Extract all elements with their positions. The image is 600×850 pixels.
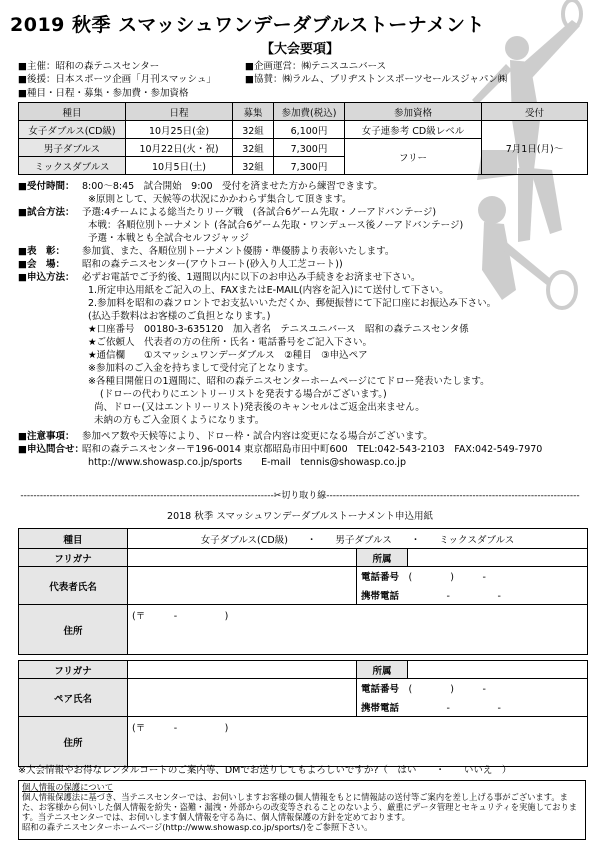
support-line: ■後援：日本スポーツ企画「月刊スマッシュ」 [18, 74, 216, 85]
rep-name-input[interactable] [128, 567, 357, 605]
format-3: 予選・本戦とも全試合セルフジャッジ [88, 233, 249, 244]
application-form [18, 528, 588, 767]
format-2: 本戦：各順位別トーナメント (各試合6ゲーム先取・ワンデュース後ノーアドバンテージ) [88, 220, 464, 231]
header-qualification: 参加資格 [345, 103, 482, 121]
row-date: 10月25日(金) [126, 121, 233, 139]
phone-format: ( ) - [408, 572, 486, 584]
row-slots: 32組 [233, 139, 274, 157]
row-fee: 6,100円 [274, 121, 345, 139]
form-row [19, 567, 588, 586]
furigana-label: フリガナ [19, 549, 128, 567]
form-event-label: 種目 [19, 529, 128, 549]
apply-10: 尚、ドロー(又はエントリーリスト)発表後のキャンセルはご返金出来ません。 [94, 402, 425, 413]
pair-address-label: 住所 [19, 717, 128, 767]
pair-affiliation-input[interactable] [408, 661, 588, 679]
venue-label: ■会 場： [18, 259, 65, 270]
apply-4: ★口座番号 00180-3-635120 加入者名 テニスユニバース 昭和の森テニスセンタ係 [88, 324, 469, 335]
organizer-line: ■企画運営：㈱テニスユニバース [245, 61, 387, 72]
form-event-options[interactable]: 女子ダブルス(CD級) ・ 男子ダブルス ・ ミックスダブルス [128, 529, 588, 549]
header-reception: 受付 [482, 103, 588, 121]
pair-phone-format: ( ) - [408, 684, 486, 696]
apply-2: 2.参加料を昭和の森フロントでお支払いいただくか、郵便振替にて下記口座にお振込み下さい。 [88, 298, 497, 309]
furigana-input[interactable] [128, 549, 357, 567]
address-label: 住所 [19, 605, 128, 655]
form-event-row [19, 529, 588, 549]
notice-label: ■注意事項： [18, 431, 75, 442]
cut-line: ------------------------------------------------------------------------------✂切り取り線------------------------------------------------------------------------------ [20, 491, 580, 501]
header-date: 日程 [126, 103, 233, 121]
host-line: ■主催：昭和の森テニスセンター [18, 61, 160, 72]
pair-mobile-field[interactable] [357, 698, 588, 717]
page-subtitle: 【大会要項】 [260, 42, 339, 57]
notice: 参加ペア数や天候等により、ドロー枠・試合内容は変更になる場合がございます。 [82, 431, 433, 442]
apply-6: ★通信欄 ①スマッシュワンデーダブルス ②種目 ③申込ペア [88, 350, 368, 361]
mobile-field[interactable] [357, 586, 588, 605]
form-row [19, 549, 588, 567]
header-event: 種目 [19, 103, 126, 121]
format-1: 予選:4チームによる総当たりリーグ戦 (各試合6ゲーム先取・ノーアドバンテージ) [82, 207, 437, 218]
dm-question[interactable]: ※大会情報やお得なレンタルコートのご案内等、DMでお送りしてもよろしいですか?（ はい ・ いいえ ） [18, 765, 512, 776]
contact-2: http://www.showasp.co.jp/sports E-mail tennis@showasp.co.jp [88, 457, 406, 468]
row-date: 10月5日(土) [126, 157, 233, 175]
affiliation-label: 所属 [357, 549, 408, 567]
row-event: 男子ダブルス [19, 139, 126, 157]
header-slots: 募集 [233, 103, 274, 121]
format-label: ■試合方法： [18, 207, 75, 218]
venue: 昭和の森テニスセンター(アウトコート(砂入り人工芝コート)) [82, 259, 343, 270]
cooperation-line: ■協賛：㈱ラルム、ブリヂストンスポーツセールスジャパン㈱ [245, 74, 508, 85]
qualification-free: フリー [345, 139, 482, 175]
privacy-notice [18, 780, 586, 840]
contact-1: 昭和の森テニスセンター〒196-0014 東京都昭島市田中町600 TEL:042-543-2103 FAX:042-549-7970 [82, 444, 543, 455]
privacy-body-1: 個人情報保護法に基づき、当テニスセンターでは、お伺いしますお客様の個人情報をもとに情報誌の送付等ご案内を差し上げる事がございます。また、お客様から伺いした個人情報を紛失・盗難・漏洩・外部からの改変等されることのないよう、厳重にデータ管理とセキュリティを実施しております。当テニスセンターでは、お伺いします個人情報を守る為に、個人情報保護の方針を定めております。 [22, 792, 578, 822]
qualification-women: 女子連参考 CD級レベル [345, 121, 482, 139]
schedule-table [18, 102, 588, 175]
form-row [19, 605, 588, 655]
row-date: 10月22日(火・祝) [126, 139, 233, 157]
pair-mobile-format: - - [446, 702, 501, 714]
form-row [19, 717, 588, 767]
header-fee: 参加費(税込) [274, 103, 345, 121]
affiliation-input[interactable] [408, 549, 588, 567]
apply-label: ■申込方法： [18, 272, 75, 283]
details-block [18, 180, 542, 469]
apply-1: 1.所定申込用紙をご記入の上、FAXまたはE-MAIL(内容を記入)にて送付して下さい。 [88, 285, 449, 296]
apply-11: 未納の方もご入金頂くようになります。 [94, 415, 265, 426]
reception-note: ※原則として、天候等の状況にかかわらず集合して頂きます。 [88, 194, 352, 205]
apply-7: ※参加料のご入金を持ちまして受付完了となります。 [88, 363, 314, 374]
pair-phone-field[interactable] [357, 679, 588, 698]
schedule-header-row [19, 103, 588, 121]
reception-time-label: ■受付時間： [18, 181, 75, 192]
section-heading: ■種目・日程・募集・参加費・参加資格 [18, 88, 189, 99]
form-row [19, 679, 588, 698]
form-title: 2018 秋季 スマッシュワンデーダブルストーナメント申込用紙 [167, 511, 433, 522]
zip-format: (〒 - ) [132, 611, 229, 622]
pair-name-input[interactable] [128, 679, 357, 717]
form-row [19, 661, 588, 679]
pair-furigana-input[interactable] [128, 661, 357, 679]
pair-name-label: ペア氏名 [19, 679, 128, 717]
pair-zip-format: (〒 - ) [132, 723, 229, 734]
phone-field[interactable] [357, 567, 588, 586]
address-input[interactable] [128, 605, 588, 655]
award: 参加賞、また、各順位別トーナメント優勝・準優勝より表彰いたします。 [82, 246, 395, 257]
reception-date: 7月1日(月)～ [482, 121, 588, 175]
apply-9: (ドローの代わりにエントリーリストを発表する場合がございます。) [100, 389, 387, 400]
reception-time: 8:00～8:45 試合開始 9:00 受付を済ませた方から練習できます。 [82, 181, 383, 192]
apply-3: (払込手数料はお客様のご負担となります。) [88, 311, 271, 322]
apply-5: ★ご依頼人 代表者の方の住所・氏名・電話番号をご記入下さい。 [88, 337, 373, 348]
phone-label: 電話番号 [361, 572, 400, 584]
pair-mobile-label: 携帯電話 [361, 702, 400, 714]
page-title: 2019 秋季 スマッシュワンデーダブルストーナメント [10, 14, 486, 36]
pair-phone-label: 電話番号 [361, 684, 400, 696]
contact-label: ■申込問合せ： [18, 444, 84, 455]
privacy-body-2: 昭和の森テニスセンターホームページ(http://www.showasp.co.jp/sports/)をご参照下さい。 [22, 822, 373, 832]
mobile-label: 携帯電話 [361, 590, 400, 602]
row-fee: 7,300円 [274, 157, 345, 175]
row-fee: 7,300円 [274, 139, 345, 157]
mobile-format: - - [446, 590, 501, 602]
apply-8: ※各種目開催日の1週間に、昭和の森テニスセンターホームページにてドロー発表いたします。 [88, 376, 490, 387]
pair-address-input[interactable] [128, 717, 588, 767]
privacy-heading: 個人情報の保護について [22, 782, 114, 792]
table-row [19, 121, 588, 139]
row-event: ミックスダブルス [19, 157, 126, 175]
row-slots: 32組 [233, 157, 274, 175]
apply-0: 必ずお電話でご予約後、1週間以内に以下のお申込み手続きをお済ませ下さい。 [82, 272, 421, 283]
row-event: 女子ダブルス(CD級) [19, 121, 126, 139]
row-slots: 32組 [233, 121, 274, 139]
rep-name-label: 代表者氏名 [19, 567, 128, 605]
award-label: ■表 彰： [18, 246, 65, 257]
pair-affiliation-label: 所属 [357, 661, 408, 679]
pair-furigana-label: フリガナ [19, 661, 128, 679]
